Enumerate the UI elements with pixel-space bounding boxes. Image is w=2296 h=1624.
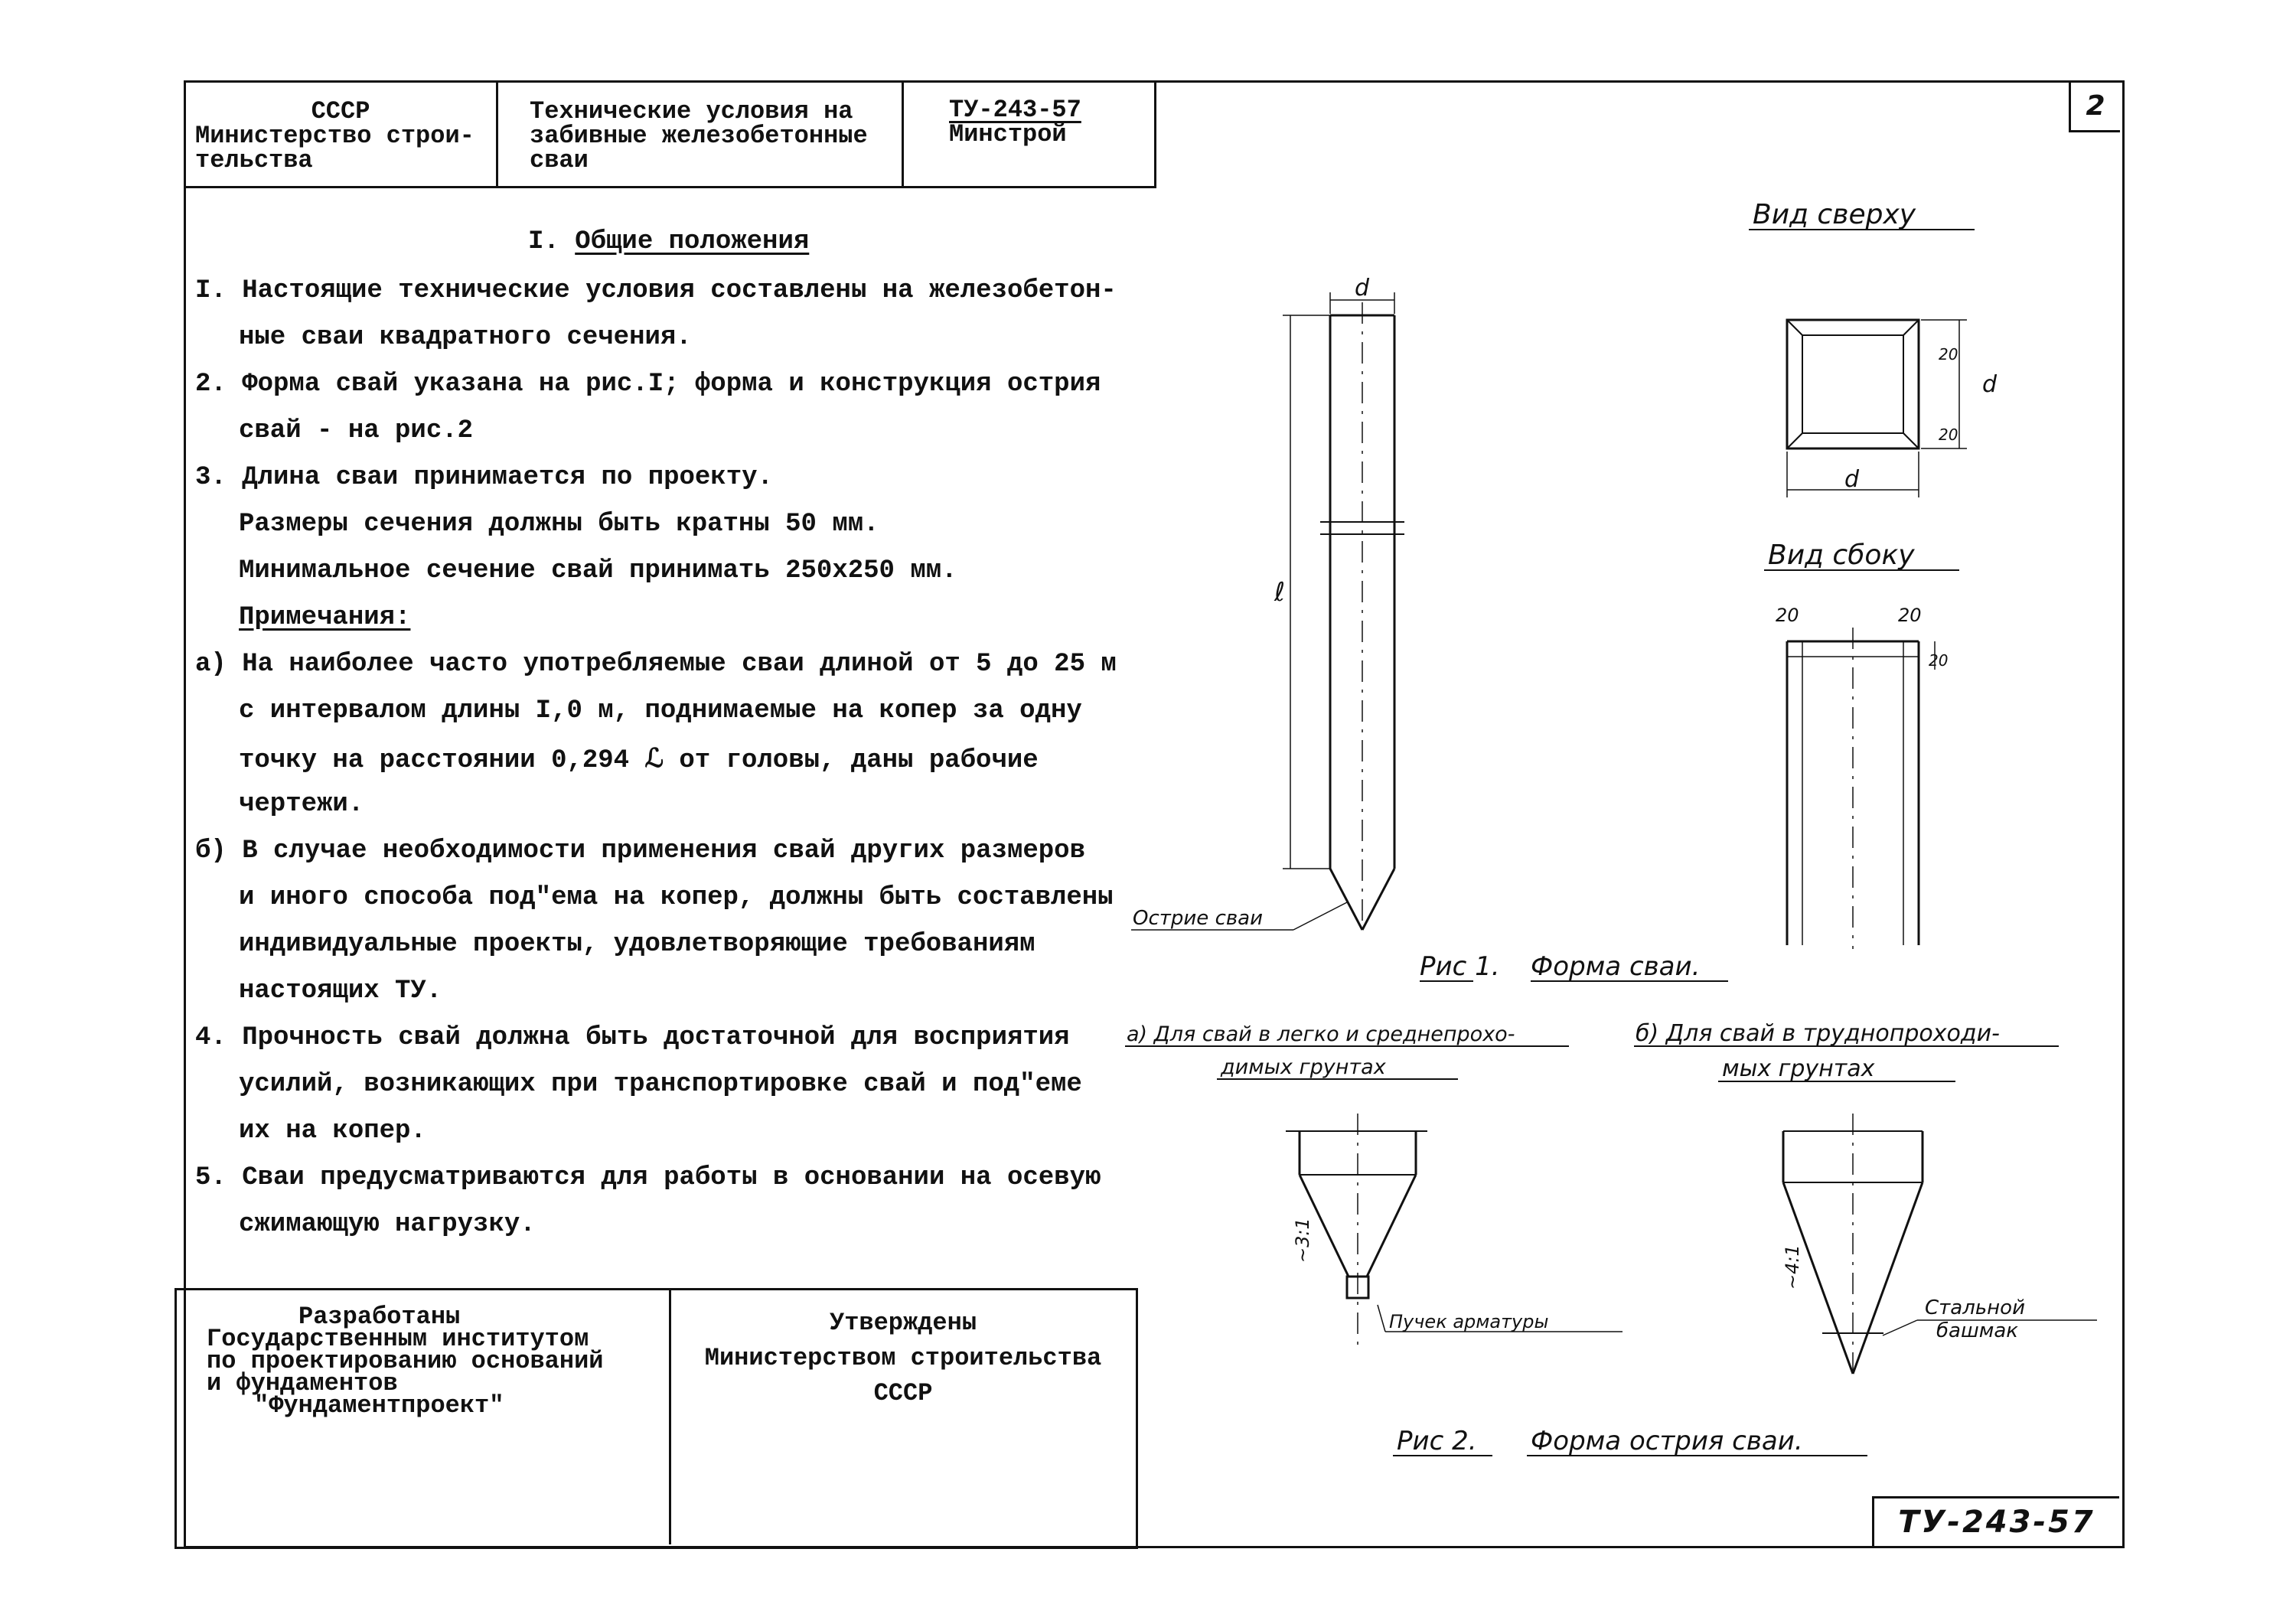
dim-20-top-1: 20: [1939, 345, 1958, 364]
fig2-number: Рис 2.: [1397, 1426, 1477, 1456]
section-heading-num: I.: [528, 227, 559, 256]
dim-d-side: d: [1982, 371, 1998, 398]
header-title-line1: Технические условия на: [530, 97, 853, 126]
header-org-line1: СССР: [311, 97, 370, 126]
body-line-12: б) В случае необходимости применения свай других размеров: [195, 836, 1085, 866]
body-line-17: усилий, возникающих при транспортировке свай и под"еме: [239, 1070, 1082, 1099]
fig1-title: Форма сваи.: [1531, 951, 1701, 982]
footer-appr-line2: Министерством строительства: [704, 1344, 1102, 1372]
header-title-line2: забивные железобетонные: [530, 122, 868, 150]
side-view-label: Вид сбоку: [1768, 540, 1915, 571]
body-line-3: 2. Форма свай указана на рис.I; форма и конструкция острия: [195, 370, 1101, 399]
body-line-14: индивидуальные проекты, удовлетворяющие требованиям: [239, 930, 1035, 959]
body-line-1: I. Настоящие технические условия составлены на железобетон-: [195, 276, 1117, 305]
dim-20-side-right: 20: [1898, 605, 1922, 626]
footer-dev-line1: Разработаны: [298, 1303, 461, 1331]
steel-shoe-line2: башмак: [1936, 1319, 2019, 1342]
body-line-6: Размеры сечения должны быть кратны 50 мм.: [239, 510, 879, 539]
body-line-7: Минимальное сечение свай принимать 250х250 мм.: [239, 556, 957, 585]
body-line-5: 3. Длина сваи принимается по проекту.: [195, 463, 773, 492]
pile-elevation: [1131, 292, 1404, 930]
body-line-19: 5. Сваи предусматриваются для работы в основании на осевую: [195, 1163, 1101, 1192]
steel-shoe-line1: Стальной: [1925, 1296, 2025, 1319]
body-line-9: с интервалом длины I,0 м, поднимаемые на копер за одну: [239, 696, 1082, 726]
ratio-a: ~3:1: [1292, 1218, 1313, 1263]
section-heading-text: Общие положения: [575, 227, 810, 256]
dim-d-pile: d: [1355, 275, 1370, 302]
body-line-20: сжимающую нагрузку.: [239, 1210, 536, 1239]
body-line-11: чертежи.: [239, 790, 364, 819]
body-line-2: ные сваи квадратного сечения.: [239, 323, 692, 352]
body-line-10: точку на расстоянии 0,294 ℒ от головы, даны рабочие: [239, 746, 1039, 775]
body-line-15: настоящих ТУ.: [239, 977, 442, 1006]
dim-d-top: d: [1844, 466, 1860, 493]
body-line-18: их на копер.: [239, 1117, 426, 1146]
ratio-b: ~4:1: [1782, 1244, 1803, 1290]
case-a-line2: димых грунтах: [1221, 1055, 1386, 1079]
page-number: 2: [2086, 90, 2105, 122]
footer-appr-line1: Утверждены: [829, 1309, 977, 1337]
stamp-code: ТУ-243-57: [1898, 1505, 2095, 1540]
pile-tip-label: Острие сваи: [1133, 907, 1264, 930]
header-code-line: ТУ-243-57: [949, 96, 1081, 124]
dim-20-side-vert: 20: [1929, 651, 1949, 670]
case-b-line2: мых грунтах: [1722, 1055, 1875, 1082]
case-a-line1: а) Для свай в легко и среднепрохо-: [1127, 1022, 1515, 1046]
body-line-16: 4. Прочность свай должна быть достаточной для восприятия: [195, 1023, 1070, 1052]
side-view-drawing: [1787, 628, 1935, 949]
footer-dev-line3: по проектированию оснований: [207, 1347, 604, 1375]
header-title-line3: сваи: [530, 146, 589, 174]
dim-20-side-left: 20: [1776, 605, 1799, 626]
top-view-label: Вид сверху: [1753, 199, 1916, 230]
header-ministry: Минстрой: [949, 120, 1067, 148]
footer-dev-line2: Государственным институтом: [207, 1325, 589, 1353]
case-b-line1: б) Для свай в труднопроходи-: [1636, 1020, 2000, 1047]
dim-20-top-2: 20: [1939, 426, 1958, 444]
footer-dev-line4: и фундаментов: [207, 1369, 398, 1397]
header-org-line3: тельства: [195, 146, 313, 174]
body-line-4: свай - на рис.2: [239, 416, 474, 445]
fig1-number: Рис 1.: [1420, 951, 1500, 982]
dim-l-pile: ℓ: [1274, 577, 1286, 608]
footer-appr-line3: СССР: [873, 1379, 933, 1407]
fig2-title: Форма острия сваи.: [1531, 1426, 1803, 1456]
body-line-13: и иного способа под"ема на копер, должны быть составлены: [239, 883, 1114, 912]
rebar-bundle-label: Пучек арматуры: [1389, 1311, 1549, 1332]
notes-label: Примечания:: [239, 603, 411, 632]
header-org-line2: Министерство строи-: [195, 122, 475, 150]
footer-dev-line5: "Фундаментпроект": [254, 1391, 504, 1420]
body-line-8: а) На наиболее часто употребляемые сваи длиной от 5 до 25 м: [195, 650, 1117, 679]
